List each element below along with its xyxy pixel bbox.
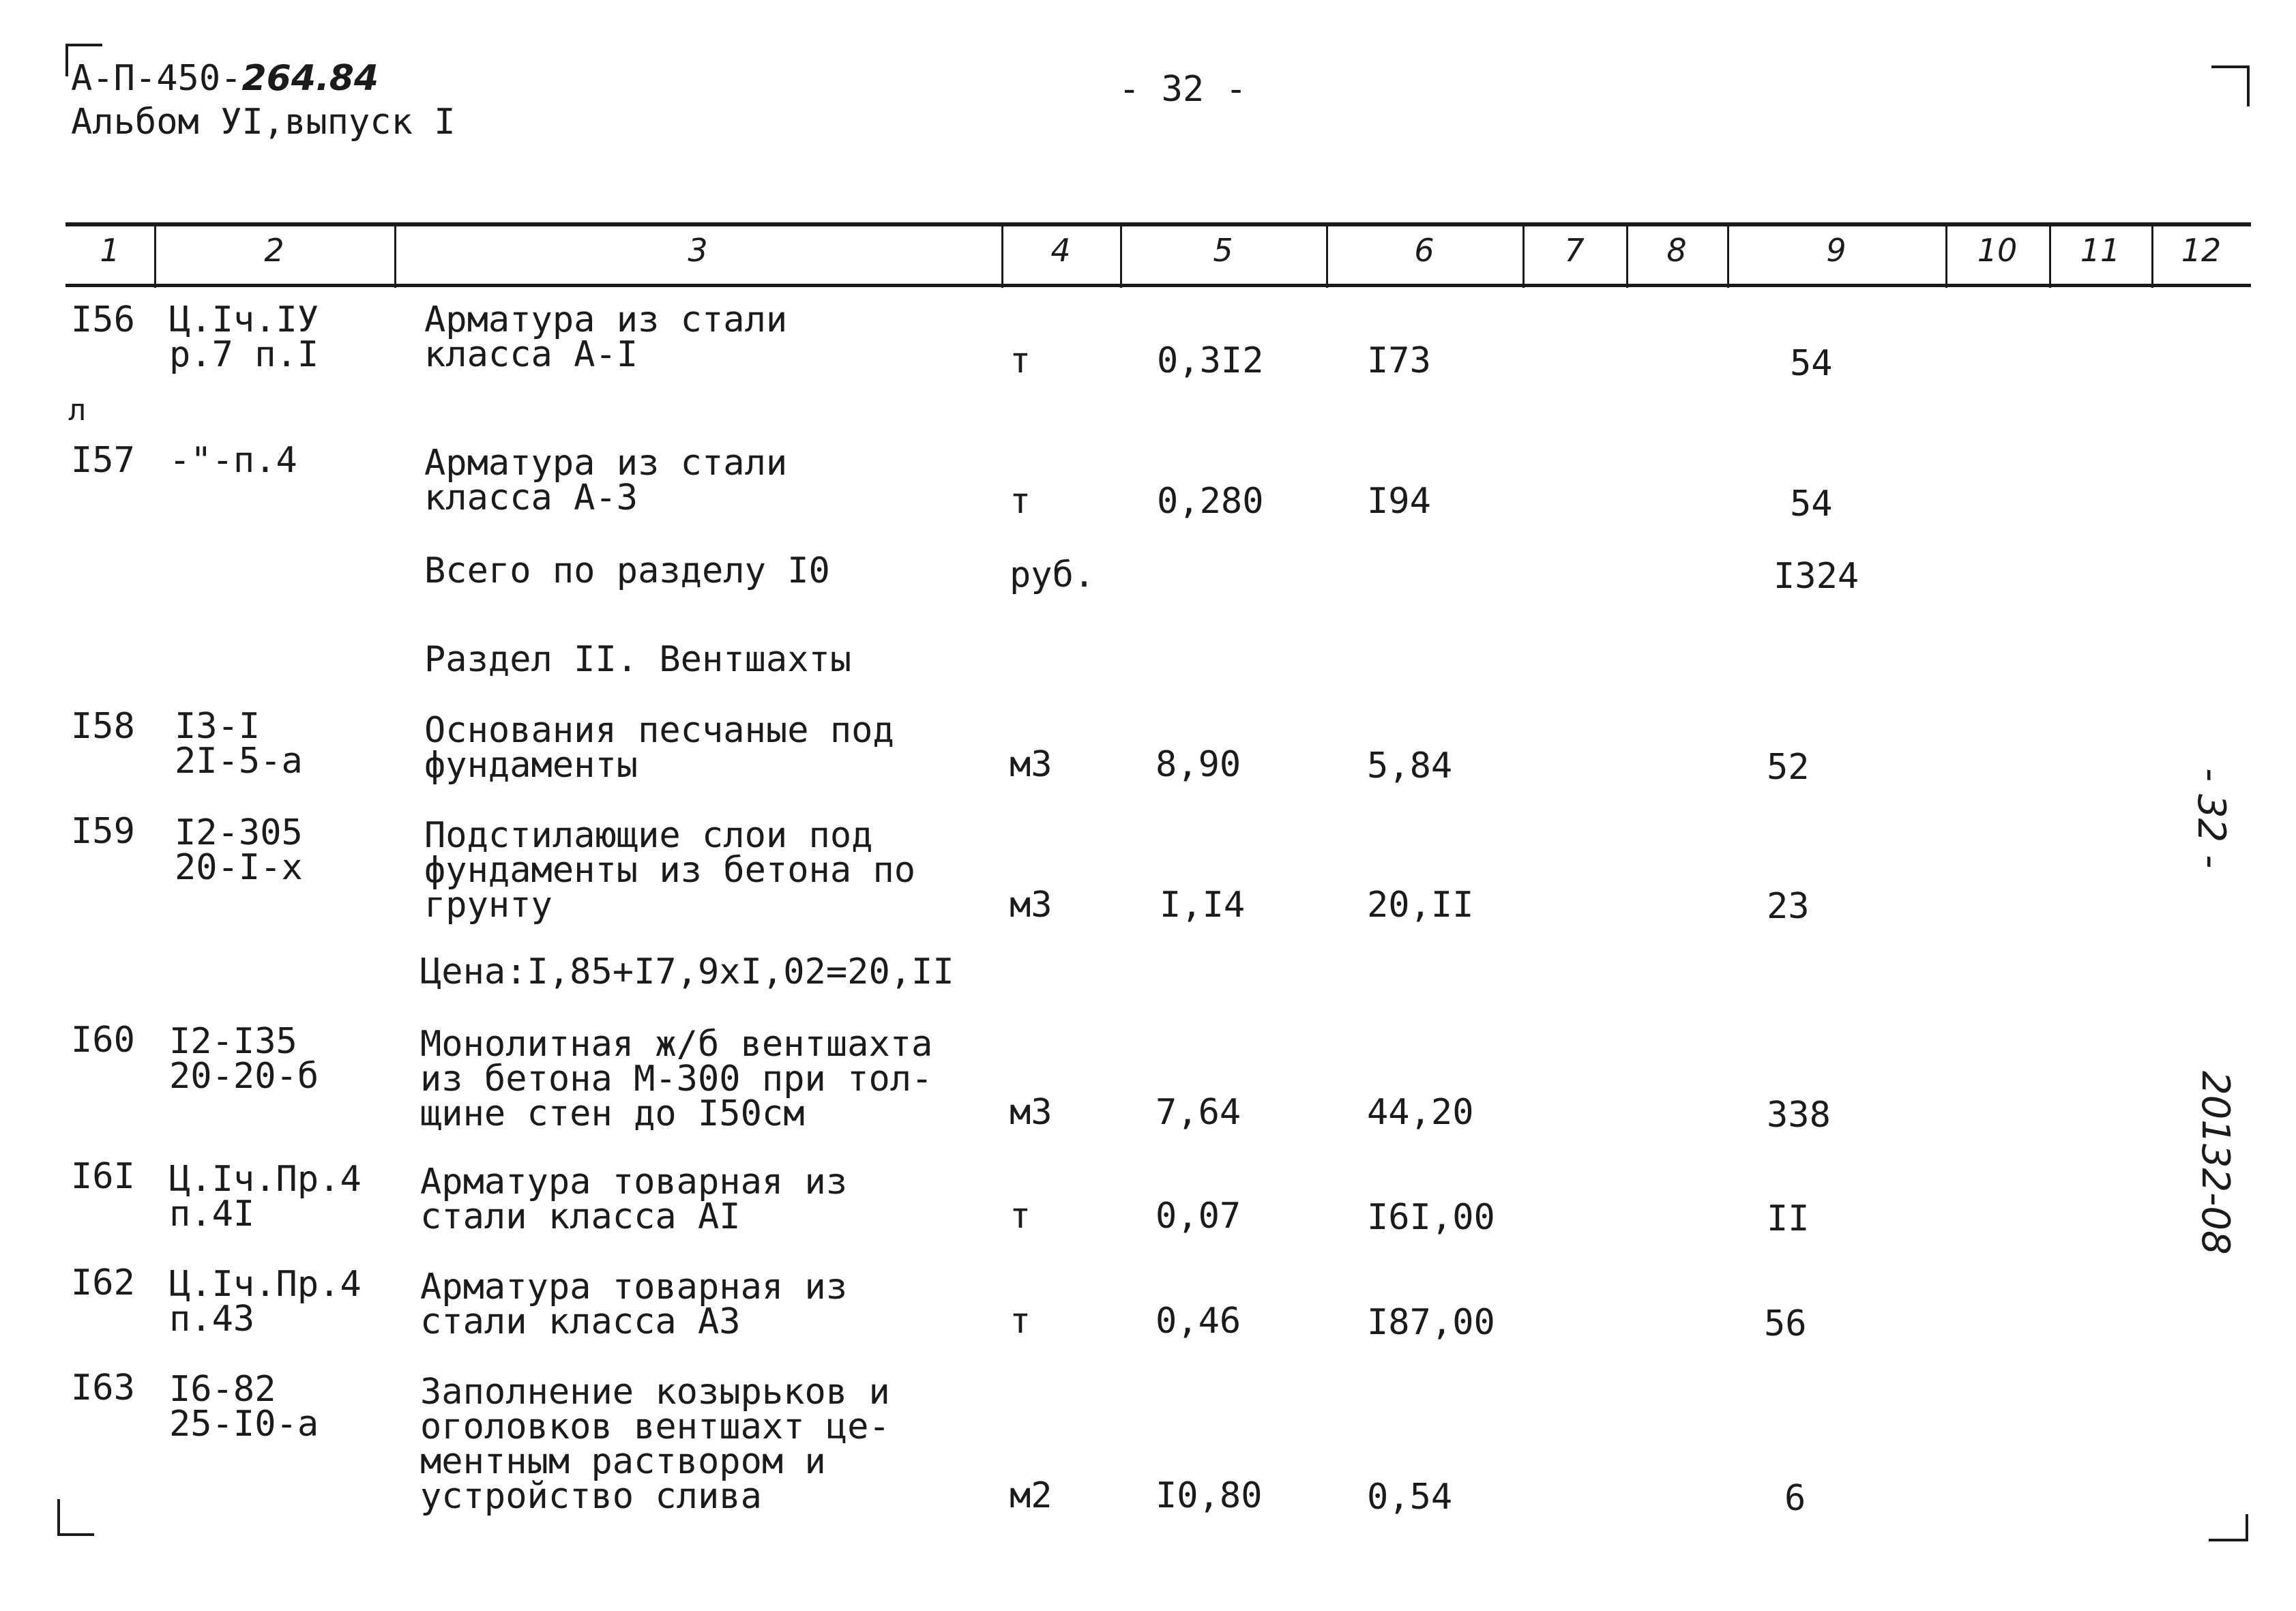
row-number: I59 (71, 811, 135, 852)
reference-line: I6-82 (169, 1369, 276, 1410)
reference-line: I2-I35 (169, 1021, 297, 1062)
reference-line: р.7 п.I (169, 334, 319, 375)
column-header-4: 4 (1050, 232, 1071, 269)
column-header-9: 9 (1826, 232, 1846, 269)
name-line: фундаменты из бетона по (424, 850, 916, 891)
side-document-code: 20132-08 (2193, 1071, 2237, 1255)
row-unit: м2 (1010, 1475, 1053, 1516)
name-line: оголовков вентшахт це- (420, 1406, 890, 1447)
row-price: I94 (1367, 481, 1431, 522)
column-header-10: 10 (1977, 232, 2018, 269)
row-reference (169, 1369, 319, 1445)
row-total: 56 (1764, 1303, 1807, 1344)
reference-line: п.43 (169, 1299, 255, 1340)
reference-line: п.4I (169, 1194, 255, 1235)
row-number: I63 (71, 1368, 135, 1408)
row-reference (175, 706, 303, 782)
row-price: I87,00 (1367, 1302, 1495, 1343)
name-line: грунту (424, 885, 553, 926)
row-price: I73 (1367, 340, 1431, 381)
row-name (420, 1372, 890, 1517)
row-number: I6I (71, 1156, 135, 1197)
reference-line: 20-20-б (169, 1056, 319, 1097)
row-unit: м3 (1010, 885, 1053, 926)
row-reference (175, 812, 303, 888)
corner-mark-top-right (2211, 65, 2250, 106)
row-name (424, 815, 916, 926)
corner-mark-bottom-right (2209, 1514, 2248, 1541)
reference-line: 20-I-х (175, 847, 303, 888)
document-code-number: 264.84 (241, 58, 379, 99)
row-total: 54 (1790, 343, 1833, 384)
reference-line: I3-I (175, 706, 261, 747)
row-total: 23 (1767, 886, 1810, 927)
name-line: фундаменты (424, 745, 638, 786)
name-line: Монолитная ж/б вентшахта (420, 1024, 933, 1065)
row-price: 5,84 (1367, 745, 1453, 786)
row-quantity: 0,07 (1156, 1196, 1241, 1237)
name-line: класса А-I (424, 334, 638, 375)
column-header-1: 1 (100, 232, 120, 269)
row-reference (169, 1021, 319, 1097)
row-price: I6I,00 (1367, 1197, 1495, 1238)
row-number: I57 (71, 440, 135, 481)
name-line: стали класса АI (420, 1196, 741, 1237)
name-line: Арматура товарная из (420, 1162, 848, 1202)
document-code-prefix: А-П-450- (71, 58, 242, 99)
row-number: I60 (71, 1020, 135, 1061)
row-name (420, 1267, 848, 1342)
row-quantity: 0,46 (1156, 1301, 1241, 1342)
column-header-11: 11 (2080, 232, 2121, 269)
row-name (420, 1024, 933, 1134)
row-total: II (1767, 1198, 1810, 1239)
reference-line: 2I-5-а (175, 741, 303, 782)
row-total: 338 (1767, 1095, 1831, 1136)
name-line: Подстилающие слои под (424, 815, 873, 856)
row-reference (169, 299, 319, 375)
reference-line: -"-п.4 (169, 440, 297, 481)
page-number: - 32 - (1119, 69, 1247, 110)
side-page-number: - 32 - (2189, 768, 2233, 869)
reference-line: I2-305 (175, 812, 303, 853)
row-quantity: I0,80 (1156, 1475, 1263, 1516)
row-name (420, 1162, 848, 1237)
name-line: Заполнение козырьков и (420, 1372, 890, 1413)
row-total: 54 (1790, 484, 1833, 524)
row-price: 44,20 (1367, 1092, 1474, 1133)
row-name (424, 710, 894, 786)
row-unit: т (1010, 1196, 1031, 1237)
row-reference (169, 1264, 362, 1340)
column-header-2: 2 (264, 232, 284, 269)
row-reference (169, 1159, 362, 1235)
corner-mark-bottom-left (57, 1499, 94, 1536)
row-quantity: I,I4 (1160, 885, 1246, 926)
section-total-value: I324 (1773, 556, 1859, 597)
reference-line: Ц.Iч.Пр.4 (169, 1264, 362, 1305)
table-top-rule (65, 222, 2251, 226)
column-header-7: 7 (1564, 232, 1585, 269)
margin-mark: л (68, 393, 87, 428)
row-quantity: 8,90 (1156, 744, 1241, 785)
table-header-rule (65, 284, 2251, 287)
row-unit: т (1010, 340, 1031, 381)
name-line: Основания песчаные под (424, 710, 894, 751)
row-name (424, 299, 788, 375)
row-unit: т (1010, 1301, 1031, 1342)
row-quantity: 0,280 (1157, 481, 1264, 522)
reference-line: 25-I0-а (169, 1404, 319, 1445)
album-label: Альбом УI,выпуск I (71, 102, 456, 143)
column-header-12: 12 (2181, 232, 2222, 269)
column-header-8: 8 (1666, 232, 1687, 269)
reference-line: Ц.Iч.IУ (169, 299, 319, 340)
row-unit: м3 (1010, 744, 1053, 785)
row-price: 0,54 (1367, 1477, 1453, 1518)
row-unit: т (1010, 481, 1031, 522)
name-line: из бетона М-300 при тол- (420, 1059, 933, 1099)
name-line: щине стен до I50см (420, 1093, 805, 1134)
section-heading: Раздел II. Вентшахты (424, 639, 852, 680)
name-line: стали класса А3 (420, 1301, 741, 1342)
row-total: 6 (1784, 1478, 1806, 1519)
row-name (424, 443, 788, 518)
name-line: устройство слива (420, 1476, 762, 1517)
row-unit: м3 (1010, 1092, 1053, 1133)
column-header-3: 3 (688, 232, 708, 269)
reference-line: Ц.Iч.Пр.4 (169, 1159, 362, 1200)
name-line: ментным раствором и (420, 1441, 826, 1482)
row-number: I58 (71, 706, 135, 747)
column-header-5: 5 (1213, 232, 1233, 269)
name-line: Арматура из стали (424, 443, 788, 484)
row-quantity: 7,64 (1156, 1092, 1241, 1133)
row-reference (169, 440, 297, 481)
price-note: Цена:I,85+I7,9хI,02=20,II (420, 951, 954, 992)
column-header-6: 6 (1414, 232, 1434, 269)
section-total-unit: руб. (1010, 555, 1095, 595)
name-line: Арматура из стали (424, 299, 788, 340)
row-number: I56 (71, 299, 135, 340)
section-total-label: Всего по разделу I0 (424, 550, 830, 591)
row-number: I62 (71, 1262, 135, 1303)
row-price: 20,II (1367, 885, 1474, 926)
row-quantity: 0,3I2 (1157, 340, 1264, 381)
name-line: Арматура товарная из (420, 1267, 848, 1307)
document-code (71, 60, 379, 97)
name-line: класса А-3 (424, 477, 638, 518)
row-total: 52 (1767, 747, 1810, 788)
